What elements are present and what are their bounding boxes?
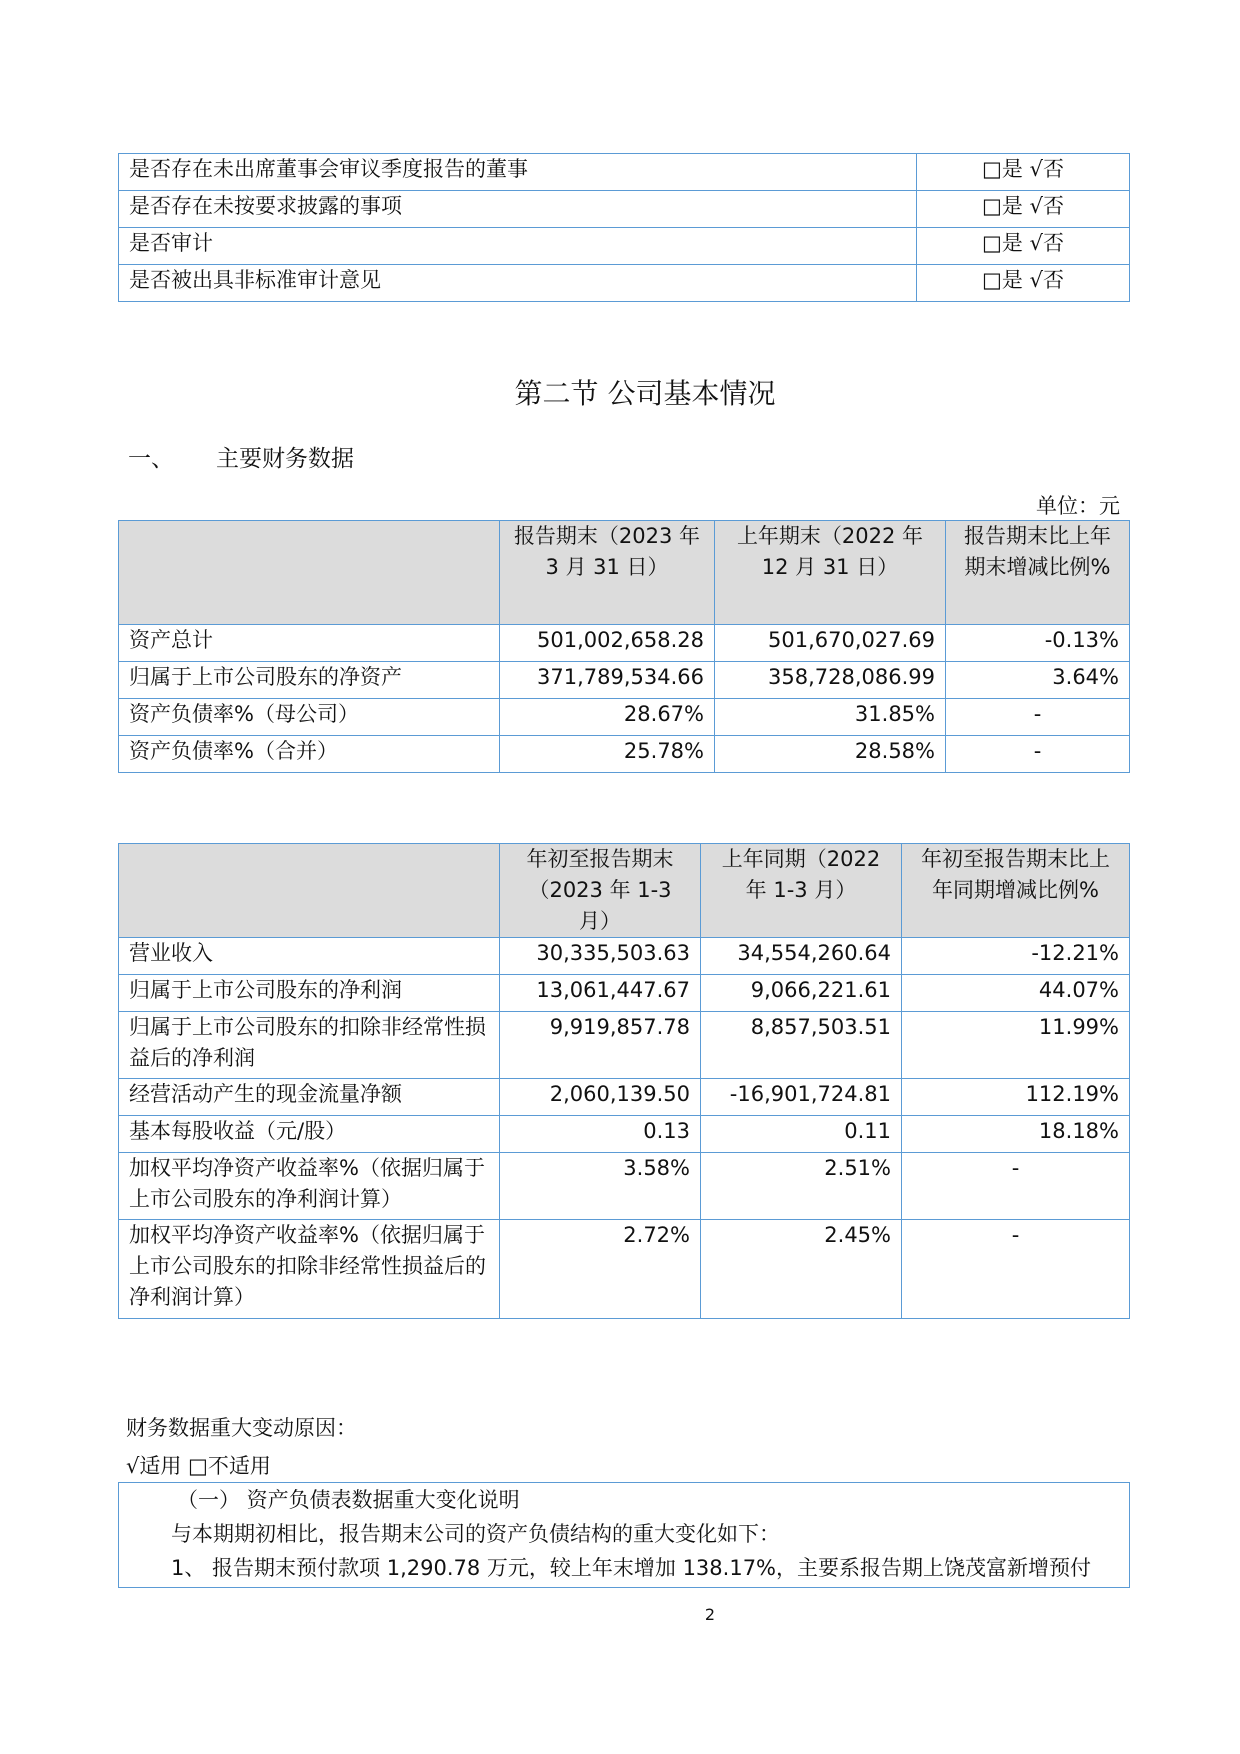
table-cell: 2.45% <box>701 1220 902 1319</box>
table-cell: 11.99% <box>902 1012 1130 1079</box>
table-header-row <box>119 844 1130 938</box>
table-cell: 上年期末（2022 年 12 月 31 日） <box>715 521 946 625</box>
explanation-intro: 与本期期初相比，报告期末公司的资产负债结构的重大变化如下： <box>171 1522 780 1546</box>
table-cell: 30,335,503.63 <box>500 938 701 975</box>
table-cell: 归属于上市公司股东的扣除非经常性损益后的净利润 <box>119 1012 500 1079</box>
table-cell: 加权平均净资产收益率%（依据归属于上市公司股东的扣除非经常性损益后的净利润计算） <box>119 1220 500 1319</box>
table-cell: 是否被出具非标准审计意见 <box>119 265 917 302</box>
table-row <box>119 1012 1130 1079</box>
table-cell: □是 √否 <box>917 228 1130 265</box>
table-cell: -16,901,724.81 <box>701 1079 902 1116</box>
table-cell: - <box>902 1153 1130 1220</box>
income-data-table <box>118 843 1130 1319</box>
table-cell: 资产负债率%（母公司） <box>119 699 500 736</box>
table-cell: 0.13 <box>500 1116 701 1153</box>
checklist-row <box>119 265 1130 302</box>
table-cell: 31.85% <box>715 699 946 736</box>
section-title: 第二节 公司基本情况 <box>514 377 776 410</box>
table-cell: 归属于上市公司股东的净资产 <box>119 662 500 699</box>
table-cell <box>119 844 500 938</box>
table-row <box>119 662 1130 699</box>
table-cell: -0.13% <box>946 625 1130 662</box>
explanation-heading: （一） 资产负债表数据重大变化说明 <box>177 1488 520 1512</box>
table-cell: 3.58% <box>500 1153 701 1220</box>
table-cell: 501,670,027.69 <box>715 625 946 662</box>
table-cell: 报告期末（2023 年 3 月 31 日） <box>500 521 715 625</box>
table-cell: 2.51% <box>701 1153 902 1220</box>
table-cell: 上年同期（2022 年 1-3 月） <box>701 844 902 938</box>
unit-label: 单位：元 <box>1036 494 1120 518</box>
table-cell: 加权平均净资产收益率%（依据归属于上市公司股东的净利润计算） <box>119 1153 500 1220</box>
table-cell: □是 √否 <box>917 265 1130 302</box>
table-row <box>119 1079 1130 1116</box>
explanation-item-1: 1、 报告期末预付款项 1,290.78 万元，较上年末增加 138.17%，主要系报告期上饶茂富新增预付 <box>171 1556 1092 1580</box>
table-cell: 18.18% <box>902 1116 1130 1153</box>
table-row <box>119 975 1130 1012</box>
table-cell: 112.19% <box>902 1079 1130 1116</box>
table-cell: 经营活动产生的现金流量净额 <box>119 1079 500 1116</box>
table-cell: 371,789,534.66 <box>500 662 715 699</box>
table-row <box>119 1153 1130 1220</box>
table-cell: 3.64% <box>946 662 1130 699</box>
table-cell: 2.72% <box>500 1220 701 1319</box>
table-row <box>119 699 1130 736</box>
table-cell: 资产总计 <box>119 625 500 662</box>
reason-label: 财务数据重大变动原因： <box>126 1416 357 1440</box>
table-cell: - <box>902 1220 1130 1319</box>
checklist-row <box>119 228 1130 265</box>
disclosure-checklist-table <box>118 153 1130 302</box>
checklist-row <box>119 191 1130 228</box>
table-cell: 13,061,447.67 <box>500 975 701 1012</box>
checklist-row <box>119 154 1130 191</box>
table-cell: 营业收入 <box>119 938 500 975</box>
table-cell: 358,728,086.99 <box>715 662 946 699</box>
table-row <box>119 938 1130 975</box>
table-header-row <box>119 521 1130 625</box>
table-cell: 28.67% <box>500 699 715 736</box>
table-cell: 28.58% <box>715 736 946 773</box>
table-cell: - <box>946 699 1130 736</box>
change-explanation-box <box>118 1482 1130 1588</box>
table-cell: 是否审计 <box>119 228 917 265</box>
table-cell: 44.07% <box>902 975 1130 1012</box>
balance-data-table <box>118 520 1130 773</box>
table-cell: 归属于上市公司股东的净利润 <box>119 975 500 1012</box>
table-cell: 年初至报告期末比上年同期增减比例% <box>902 844 1130 938</box>
table-cell: 0.11 <box>701 1116 902 1153</box>
table-cell: □是 √否 <box>917 191 1130 228</box>
page-number: 2 <box>704 1605 716 1624</box>
table-cell: 8,857,503.51 <box>701 1012 902 1079</box>
table-cell: 是否存在未按要求披露的事项 <box>119 191 917 228</box>
table-cell: - <box>946 736 1130 773</box>
table-cell <box>119 521 500 625</box>
table-row <box>119 625 1130 662</box>
applicable-checkbox: √适用 □不适用 <box>126 1454 271 1478</box>
table-cell: 25.78% <box>500 736 715 773</box>
table-row <box>119 1116 1130 1153</box>
table-row <box>119 736 1130 773</box>
subsection-title: 主要财务数据 <box>216 446 354 472</box>
table-cell: 是否存在未出席董事会审议季度报告的董事 <box>119 154 917 191</box>
table-cell: 基本每股收益（元/股） <box>119 1116 500 1153</box>
table-cell: 34,554,260.64 <box>701 938 902 975</box>
table-cell: 报告期末比上年期末增减比例% <box>946 521 1130 625</box>
table-cell: 9,919,857.78 <box>500 1012 701 1079</box>
table-cell: 2,060,139.50 <box>500 1079 701 1116</box>
table-row <box>119 1220 1130 1319</box>
table-cell: 资产负债率%（合并） <box>119 736 500 773</box>
subsection-number: 一、 <box>128 446 174 472</box>
table-cell: □是 √否 <box>917 154 1130 191</box>
table-cell: 年初至报告期末（2023 年 1-3 月） <box>500 844 701 938</box>
table-cell: 9,066,221.61 <box>701 975 902 1012</box>
table-cell: -12.21% <box>902 938 1130 975</box>
table-cell: 501,002,658.28 <box>500 625 715 662</box>
